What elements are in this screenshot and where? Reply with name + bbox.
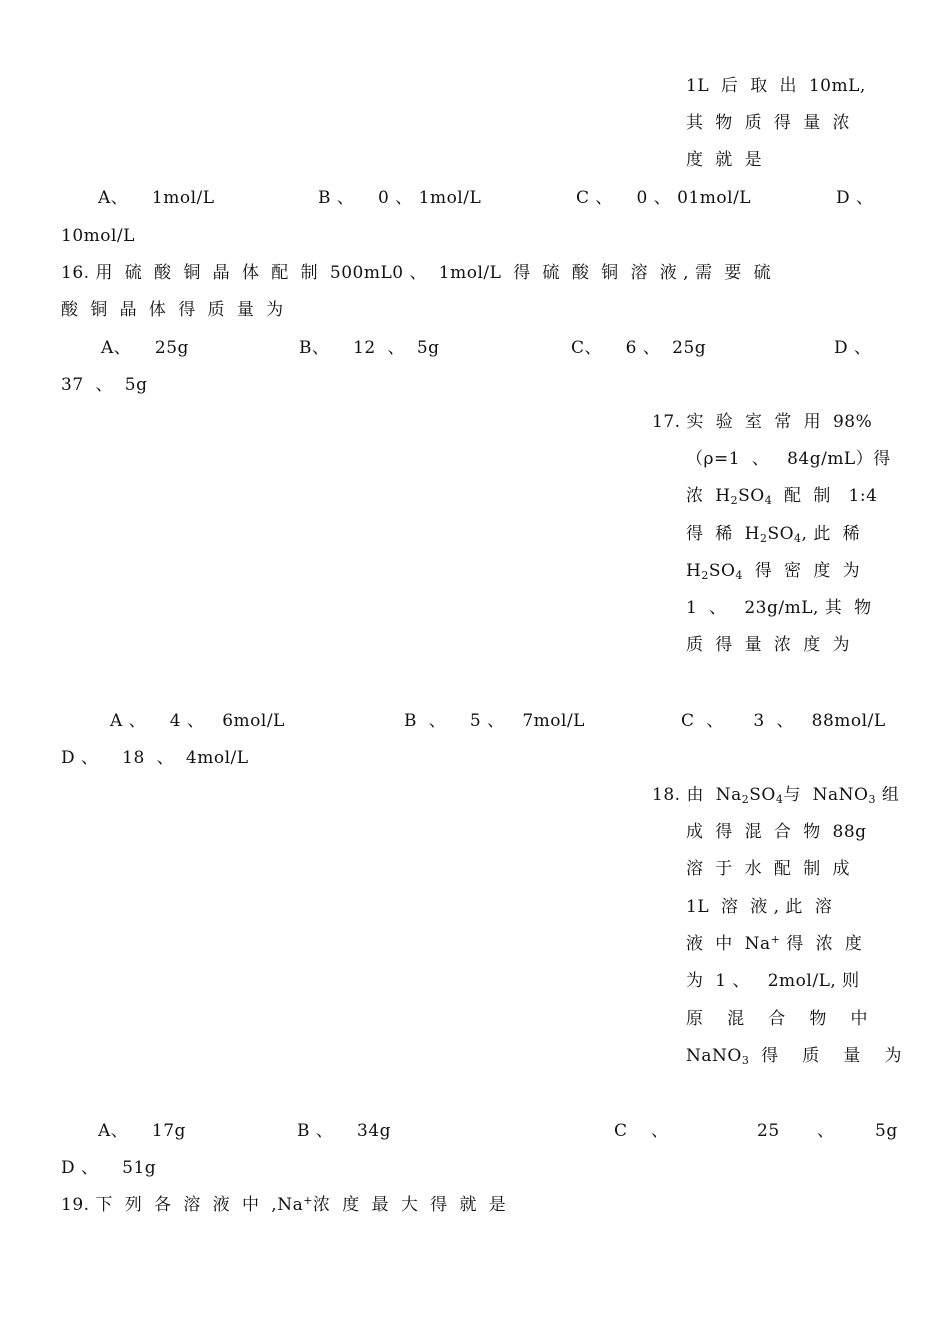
q17-stem-line-2: （ρ=1 、 84g/mL）得 <box>686 449 891 469</box>
q18-stem-line-5: 液 中 Na+ 得 浓 度 <box>686 933 863 954</box>
q18-stem-line-6: 为 1 、 2mol/L, 则 <box>686 971 860 991</box>
q16-option-a: A、 25g <box>101 338 189 358</box>
q17-option-a: A 、 4 、 6mol/L <box>110 711 285 731</box>
q18-stem-line-1: 18. 由 $Na_2SO_4$与 NaNO$_3$ 组 <box>652 785 900 806</box>
q15-line-3: 度 就 是 <box>686 150 763 170</box>
q17-stem-line-3: 浓 $H_2SO_4$ 配 制 1:4 <box>686 486 878 507</box>
q15-option-c: C 、 0 、 01mol/L <box>576 188 752 208</box>
q18-stem-line-2: 成 得 混 合 物 88g <box>686 822 867 842</box>
q18-option-c-value-2: 5g <box>875 1121 898 1141</box>
q15-line-2: 其 物 质 得 量 浓 <box>686 113 851 133</box>
q19-stem: 19. 下 列 各 溶 液 中 ,Na+浓 度 最 大 得 就 是 <box>61 1194 507 1215</box>
q18-option-b: B 、 34g <box>297 1121 392 1141</box>
q17-stem-line-5: $H_2SO_4$ 得 密 度 为 <box>686 561 861 582</box>
q15-option-d-value: 10mol/L <box>61 226 135 246</box>
q17-stem-line-4: 得 稀 $H_2SO_4$, 此 稀 <box>686 524 861 545</box>
q16-stem-line-2: 酸 铜 晶 体 得 质 量 为 <box>61 300 284 320</box>
q15-option-b: B 、 0 、 1mol/L <box>318 188 482 208</box>
q17-option-b: B 、 5 、 7mol/L <box>404 711 585 731</box>
q16-option-b: B、 12 、 5g <box>299 338 440 358</box>
q18-stem-line-7: 原 混 合 物 中 <box>686 1009 868 1029</box>
q16-option-c: C、 6 、 25g <box>571 338 707 358</box>
q15-line-1: 1L 后 取 出 10mL, <box>686 76 866 96</box>
q18-stem-line-4: 1L 溶 液 , 此 溶 <box>686 897 833 917</box>
q17-option-d: D 、 18 、 4mol/L <box>61 748 249 768</box>
q17-option-c: C 、 3 、 88mol/L <box>681 711 886 731</box>
q15-option-a: A、 1mol/L <box>98 188 215 208</box>
q18-stem-line-8: NaNO$_3$ 得 质 量 为 <box>686 1046 902 1067</box>
q18-option-c: C 、 <box>614 1121 669 1141</box>
q18-stem-line-3: 溶 于 水 配 制 成 <box>686 859 851 879</box>
q18-option-a: A、 17g <box>98 1121 186 1141</box>
q16-option-d-value: 37 、 5g <box>61 375 148 395</box>
q17-stem-line-1: 17. 实 验 室 常 用 98% <box>652 412 873 432</box>
q15-option-d: D 、 <box>836 188 874 208</box>
q18-option-d: D 、 51g <box>61 1158 157 1178</box>
q18-option-c-value-1: 25 <box>757 1121 780 1141</box>
q18-option-c-separator: 、 <box>817 1121 835 1141</box>
q17-stem-line-7: 质 得 量 浓 度 为 <box>686 635 851 655</box>
q16-stem-line-1: 16. 用 硫 酸 铜 晶 体 配 制 500mL0 、 1mol/L 得 硫 酸 铜 溶 液 , 需 要 硫 <box>61 263 772 283</box>
q17-stem-line-6: 1 、 23g/mL, 其 物 <box>686 598 872 618</box>
q16-option-d: D 、 <box>834 338 872 358</box>
